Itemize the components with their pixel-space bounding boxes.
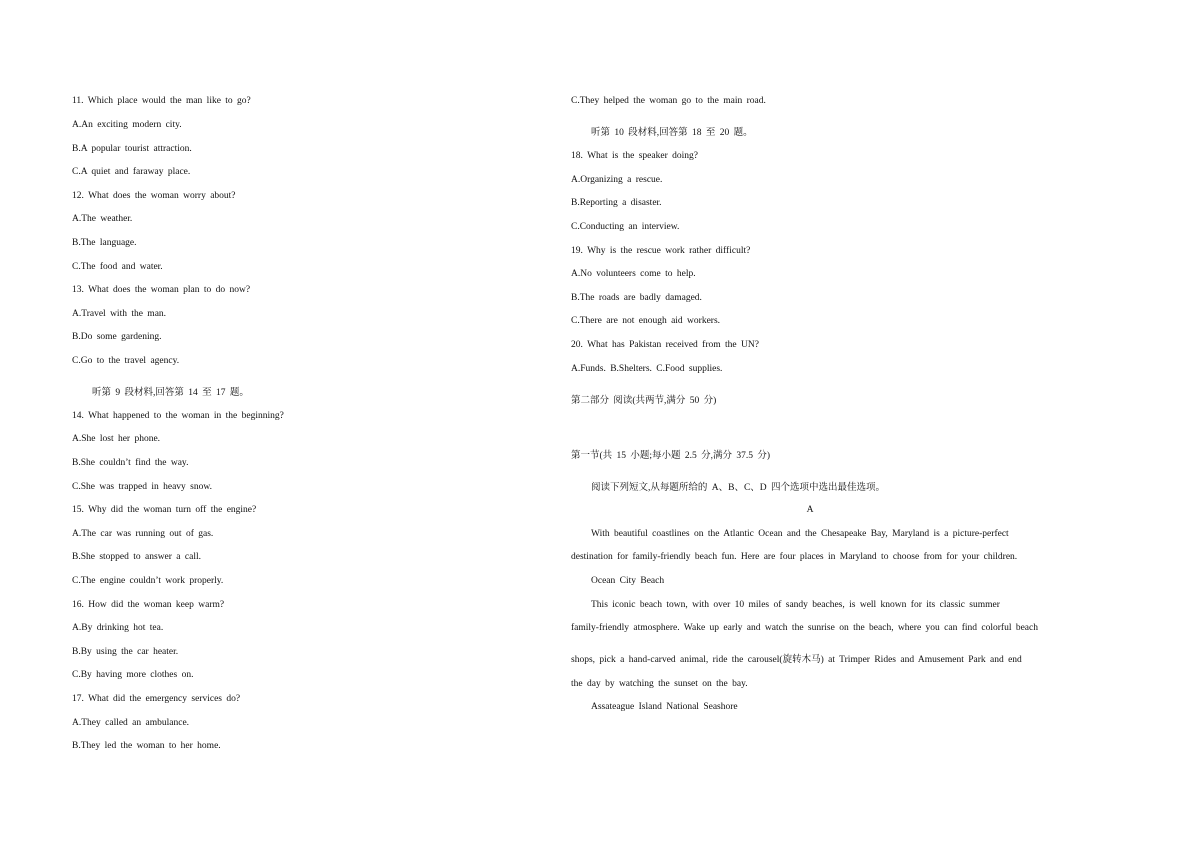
left-column-line: C.A quiet and faraway place. [72, 167, 191, 177]
right-column-line: Assateague Island National Seashore [591, 702, 738, 712]
left-column-line: 14. What happened to the woman in the beginning? [72, 411, 284, 421]
right-column-line: Ocean City Beach [591, 576, 665, 586]
left-column-line: 12. What does the woman worry about? [72, 191, 236, 201]
left-column-line: B.A popular tourist attraction. [72, 144, 192, 154]
left-column-line: 13. What does the woman plan to do now? [72, 285, 251, 295]
right-column-line: family-friendly atmosphere. Wake up early and watch the sunrise on the beach, where you can find colorful beach [571, 623, 1038, 633]
left-column-line: B.Do some gardening. [72, 332, 162, 342]
left-column-line: C.The food and water. [72, 262, 163, 272]
right-column-line: 20. What has Pakistan received from the UN? [571, 340, 759, 350]
left-column-line: A.They called an ambulance. [72, 718, 190, 728]
right-column-line: A.Funds. B.Shelters. C.Food supplies. [571, 364, 723, 374]
right-column-line: 第二部分 阅读(共两节,满分 50 分) [571, 396, 717, 406]
right-column-line: B.The roads are badly damaged. [571, 293, 702, 303]
right-column-line: With beautiful coastlines on the Atlantic Ocean and the Chesapeake Bay, Maryland is a picture-perfect [591, 529, 1009, 539]
left-column-line: 16. How did the woman keep warm? [72, 600, 225, 610]
left-column-line: B.By using the car heater. [72, 647, 179, 657]
right-column-line: 18. What is the speaker doing? [571, 151, 698, 161]
left-column-line: B.She couldn’t find the way. [72, 458, 189, 468]
left-column-line: A.An exciting modern city. [72, 120, 182, 130]
right-column-line: 19. Why is the rescue work rather difficult? [571, 246, 751, 256]
left-column-line: 11. Which place would the man like to go? [72, 96, 251, 106]
right-column-line: C.Conducting an interview. [571, 222, 680, 232]
right-column-line: destination for family-friendly beach fun. Here are four places in Maryland to choose from for your children. [571, 552, 1018, 562]
right-column-line: shops, pick a hand-carved animal, ride the carousel(旋转木马) at Trimper Rides and Amusement Park and end [571, 655, 1022, 665]
left-column-line: B.The language. [72, 238, 137, 248]
left-column-line: A.Travel with the man. [72, 309, 167, 319]
right-column-line: B.Reporting a disaster. [571, 198, 662, 208]
right-column-line: the day by watching the sunset on the bay. [571, 679, 748, 689]
right-column-line: C.They helped the woman go to the main road. [571, 96, 766, 106]
right-column-line: 听第 10 段材料,回答第 18 至 20 题。 [591, 128, 753, 138]
right-column-line: A [806, 505, 814, 515]
left-column-line: C.Go to the travel agency. [72, 356, 180, 366]
left-column-line: A.She lost her phone. [72, 434, 161, 444]
left-column-line: C.The engine couldn’t work properly. [72, 576, 224, 586]
left-column-line: C.By having more clothes on. [72, 670, 194, 680]
left-column-line: A.The car was running out of gas. [72, 529, 214, 539]
right-column-line: A.Organizing a rescue. [571, 175, 663, 185]
left-column-line: B.She stopped to answer a call. [72, 552, 201, 562]
left-column-line: 听第 9 段材料,回答第 14 至 17 题。 [92, 388, 249, 398]
left-column-line: C.She was trapped in heavy snow. [72, 482, 212, 492]
right-column-line: C.There are not enough aid workers. [571, 316, 721, 326]
right-column-line: This iconic beach town, with over 10 miles of sandy beaches, is well known for its classic summer [591, 600, 1000, 610]
left-column-line: A.The weather. [72, 214, 133, 224]
right-column-line: A.No volunteers come to help. [571, 269, 696, 279]
left-column-line: B.They led the woman to her home. [72, 741, 221, 751]
left-column-line: 15. Why did the woman turn off the engine? [72, 505, 257, 515]
left-column-line: 17. What did the emergency services do? [72, 694, 241, 704]
right-column-line: 阅读下列短文,从每题所给的 A、B、C、D 四个选项中选出最佳选项。 [591, 483, 886, 493]
left-column-line: A.By drinking hot tea. [72, 623, 164, 633]
right-column-line: 第一节(共 15 小题;每小题 2.5 分,满分 37.5 分) [571, 451, 771, 461]
